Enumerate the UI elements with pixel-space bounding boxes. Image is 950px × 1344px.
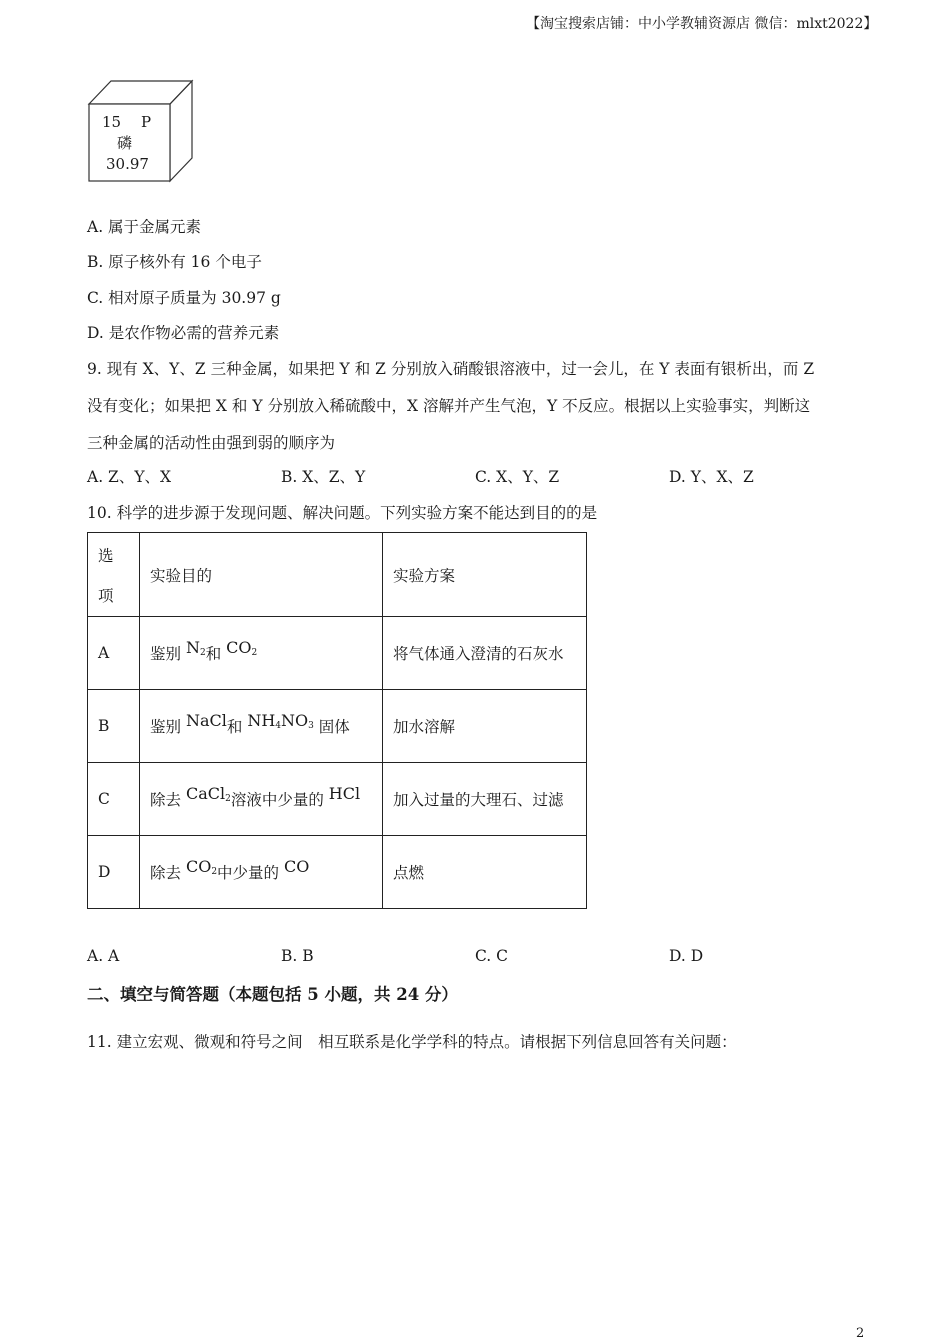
formula-main: NH	[247, 711, 276, 730]
row-option: C	[88, 763, 140, 836]
table-row	[88, 763, 587, 836]
header-option-1: 选	[98, 546, 114, 565]
element-name: 磷	[117, 134, 133, 152]
formula-main: CaCl	[185, 784, 226, 803]
formula: HCl	[328, 784, 361, 803]
purpose-text: 中少量的	[217, 864, 280, 882]
table-row	[88, 836, 587, 909]
formula-main: CO	[185, 857, 212, 876]
table-row	[88, 690, 587, 763]
row-purpose	[140, 836, 383, 909]
formula	[247, 711, 314, 730]
purpose-text: 和	[205, 645, 222, 663]
header-option	[88, 533, 140, 617]
purpose-text: 鉴别	[150, 645, 182, 663]
q9-stem-line1: 9. 现有 X、Y、Z 三种金属，如果把 Y 和 Z 分别放入硝酸银溶液中，过一会儿，在 Y 表面有银析出，而 Z	[87, 360, 815, 378]
q9-option-c: C. X、Y、Z	[475, 468, 560, 486]
section-title: 二、填空与简答题（本题包括 5 小题，共 24 分）	[87, 985, 458, 1004]
q10-option-d: D. D	[669, 947, 704, 965]
row-option: B	[88, 690, 140, 763]
page-header: 【淘宝搜索店铺：中小学教辅资源店 微信：mlxt2022】	[526, 16, 878, 32]
row-plan: 加水溶解	[383, 690, 587, 763]
formula	[186, 638, 206, 657]
header-purpose: 实验目的	[140, 533, 383, 617]
row-plan: 加入过量的大理石、过滤	[383, 763, 587, 836]
q8-option-d: D. 是农作物必需的营养元素	[87, 324, 280, 342]
row-purpose	[140, 617, 383, 690]
q11-stem: 11. 建立宏观、微观和符号之间 相互联系是化学学科的特点。请根据下列信息回答有关问题：	[87, 1033, 737, 1051]
q9-stem-line3: 三种金属的活动性由强到弱的顺序为	[87, 434, 336, 452]
formula-sub: 2	[211, 867, 218, 877]
header-option-2: 项	[98, 586, 114, 605]
q10-option-b: B. B	[281, 947, 314, 965]
atomic-number: 15	[102, 113, 122, 131]
q8-option-a: A. 属于金属元素	[87, 218, 202, 236]
formula-sub: 4	[275, 721, 281, 731]
q10-stem: 10. 科学的进步源于发现问题、解决问题。下列实验方案不能达到目的的是	[87, 504, 598, 522]
formula	[226, 638, 257, 657]
row-purpose	[140, 690, 383, 763]
table-row	[88, 617, 587, 690]
atomic-mass: 30.97	[106, 155, 149, 173]
q9-option-b: B. X、Z、Y	[281, 468, 366, 486]
formula: NaCl	[185, 711, 227, 730]
formula	[186, 784, 231, 803]
q10-option-c: C. C	[475, 947, 509, 965]
formula-main: CO	[226, 638, 252, 657]
purpose-text: 固体	[318, 718, 350, 736]
row-plan: 点燃	[383, 836, 587, 909]
row-option: A	[88, 617, 140, 690]
q9-option-d: D. Y、X、Z	[669, 468, 754, 486]
formula-sub: 3	[308, 721, 314, 731]
purpose-text: 除去	[150, 791, 182, 809]
q8-option-b: B. 原子核外有 16 个电子	[87, 253, 262, 271]
purpose-text: 溶液中少量的	[230, 791, 324, 809]
page-number: 2	[856, 1326, 865, 1341]
purpose-text: 鉴别	[150, 718, 182, 736]
formula: CO	[284, 857, 310, 876]
element-card	[86, 78, 196, 186]
purpose-text: 除去	[150, 864, 182, 882]
row-purpose	[140, 763, 383, 836]
row-option: D	[88, 836, 140, 909]
formula-sub: 2	[251, 648, 258, 658]
q10-option-a: A. A	[87, 947, 120, 965]
table-header-row	[88, 533, 587, 617]
formula-sub: 2	[199, 648, 206, 658]
purpose-text: 和	[226, 718, 243, 736]
formula-main: N	[185, 638, 200, 657]
formula-sub: 2	[225, 794, 231, 804]
q9-stem-line2: 没有变化；如果把 X 和 Y 分别放入稀硫酸中，X 溶解并产生气泡，Y 不反应。根据以上实验事实，判断这	[87, 397, 811, 415]
element-symbol: P	[141, 113, 152, 131]
row-plan: 将气体通入澄清的石灰水	[383, 617, 587, 690]
q10-table	[87, 532, 587, 909]
formula	[186, 857, 217, 876]
q8-option-c: C. 相对原子质量为 30.97 g	[87, 289, 281, 307]
header-plan: 实验方案	[383, 533, 587, 617]
q9-option-a: A. Z、Y、X	[87, 468, 172, 486]
formula-main: NO	[281, 711, 309, 730]
